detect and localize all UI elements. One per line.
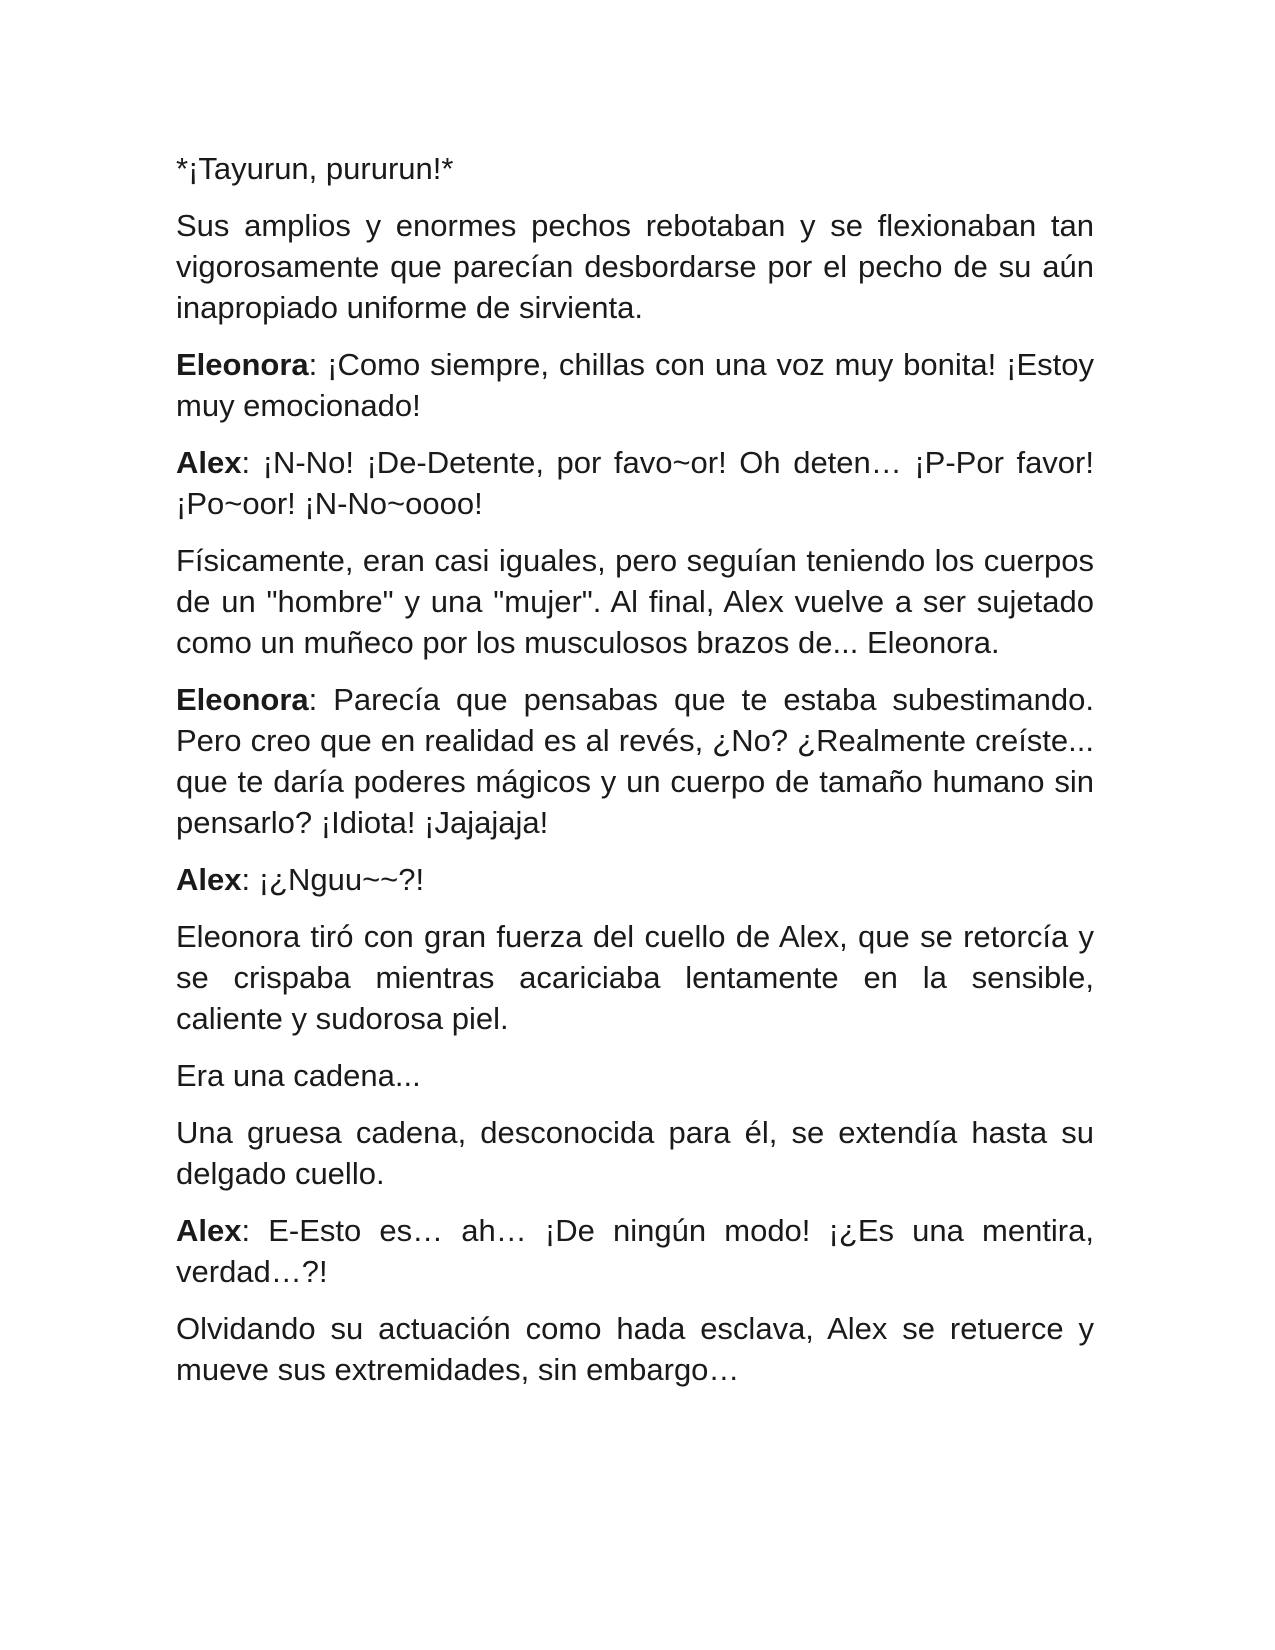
dialogue-paragraph	[176, 344, 1094, 426]
paragraph-text: Era una cadena...	[176, 1058, 421, 1093]
document-page	[176, 148, 1094, 1406]
paragraph-text: *¡Tayurun, pururun!*	[176, 151, 454, 186]
dialogue-text: : ¡N-No! ¡De-Detente, por favo~or! Oh deten… ¡P-Por favor! ¡Po~oor! ¡N-No~oooo!	[176, 445, 1094, 521]
dialogue-text: : E-Esto es… ah… ¡De ningún modo! ¡¿Es una mentira, verdad…?!	[176, 1213, 1094, 1289]
narration-paragraph	[176, 540, 1094, 663]
speaker-name: Alex	[176, 445, 242, 480]
speaker-name: Eleonora	[176, 347, 309, 382]
dialogue-paragraph	[176, 1210, 1094, 1292]
speaker-name: Eleonora	[176, 682, 309, 717]
speaker-name: Alex	[176, 862, 242, 897]
dialogue-text: : Parecía que pensabas que te estaba subestimando. Pero creo que en realidad es al revés, ¿No? ¿Realmente creíste... que te daría poderes mágicos y un cuerpo de tamaño humano sin pensarlo? ¡Idiota! ¡Jajajaja!	[176, 682, 1094, 840]
paragraph-text: Sus amplios y enormes pechos rebotaban y se flexionaban tan vigorosamente que parecían desbordarse por el pecho de su aún inapropiado uniforme de sirvienta.	[176, 208, 1094, 325]
dialogue-paragraph	[176, 859, 1094, 900]
narration-paragraph	[176, 1055, 1094, 1096]
dialogue-text: : ¡Como siempre, chillas con una voz muy bonita! ¡Estoy muy emocionado!	[176, 347, 1094, 423]
paragraph-text: Físicamente, eran casi iguales, pero seguían teniendo los cuerpos de un "hombre" y una "mujer". Al final, Alex vuelve a ser sujetado como un muñeco por los musculosos brazos de... Eleonora.	[176, 543, 1094, 660]
dialogue-text: : ¡¿Nguu~~?!	[241, 862, 425, 897]
narration-paragraph	[176, 205, 1094, 328]
paragraph-text: Una gruesa cadena, desconocida para él, se extendía hasta su delgado cuello.	[176, 1115, 1094, 1191]
narration-paragraph	[176, 148, 1094, 189]
narration-paragraph	[176, 1112, 1094, 1194]
paragraph-text: Eleonora tiró con gran fuerza del cuello de Alex, que se retorcía y se crispaba mientras acariciaba lentamente en la sensible, caliente y sudorosa piel.	[176, 919, 1094, 1036]
dialogue-paragraph	[176, 442, 1094, 524]
narration-paragraph	[176, 1308, 1094, 1390]
speaker-name: Alex	[176, 1213, 242, 1248]
dialogue-paragraph	[176, 679, 1094, 843]
paragraph-text: Olvidando su actuación como hada esclava, Alex se retuerce y mueve sus extremidades, sin embargo…	[176, 1311, 1094, 1387]
narration-paragraph	[176, 916, 1094, 1039]
